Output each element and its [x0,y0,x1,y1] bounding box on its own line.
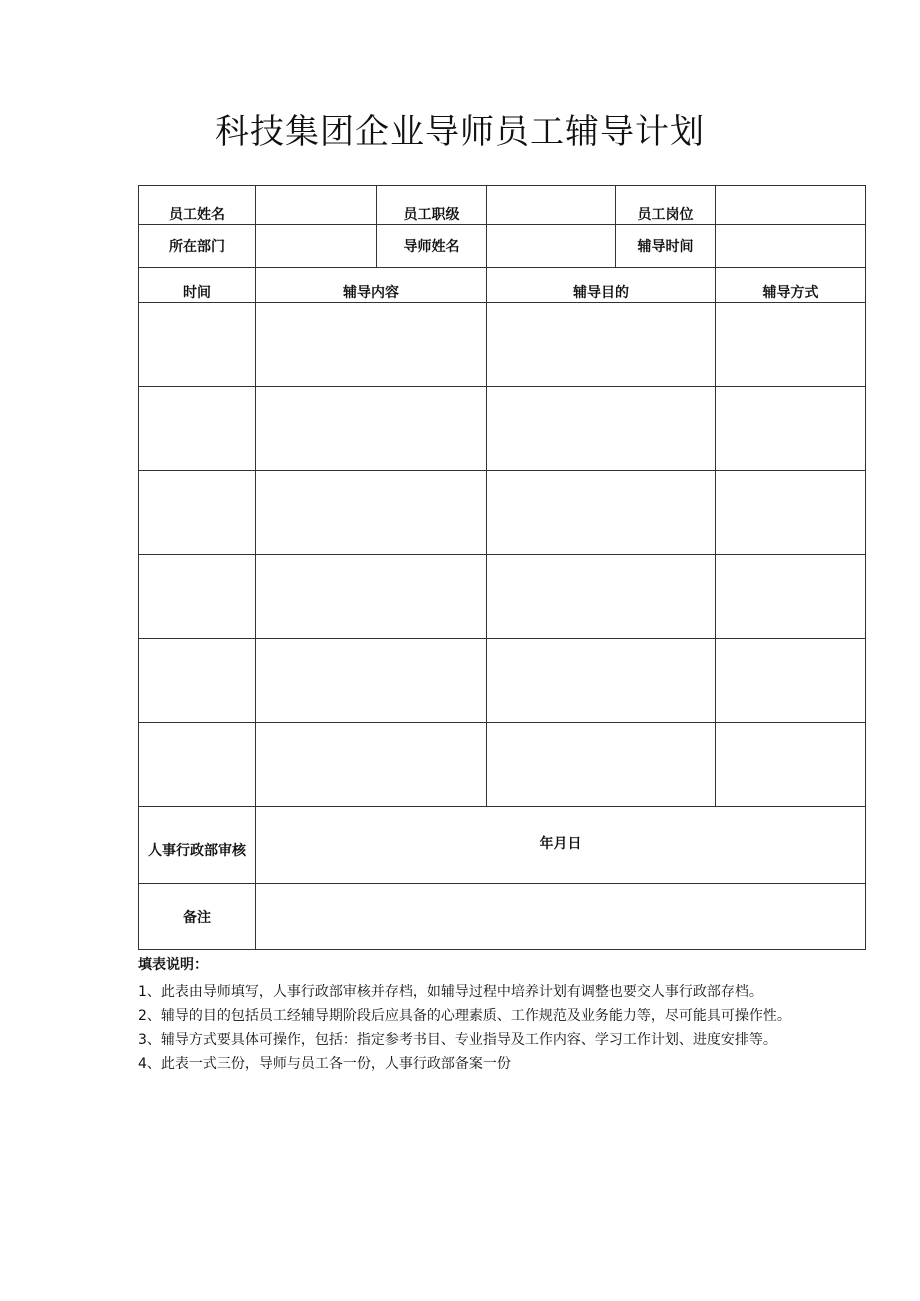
employee-name-label: 员工姓名 [139,186,256,225]
instruction-item: 2、辅导的目的包括员工经辅导期阶段后应具备的心理素质、工作规范及业务能力等，尽可能具可操作性。 [138,1008,791,1024]
plan-cell-method[interactable] [716,303,866,387]
plan-cell-time[interactable] [139,471,256,555]
plan-cell-purpose[interactable] [487,303,716,387]
instruction-item: 4、此表一式三份，导师与员工各一份，人事行政部备案一份 [138,1056,511,1072]
remarks-label: 备注 [139,884,256,950]
hr-review-date[interactable]: 年月日 [256,807,866,884]
plan-cell-content[interactable] [256,723,487,807]
mentor-name-label: 导师姓名 [377,225,487,268]
hr-review-label: 人事行政部审核 [139,807,256,884]
plan-cell-content[interactable] [256,555,487,639]
coaching-time-label: 辅导时间 [616,225,716,268]
department-field[interactable] [256,225,377,268]
plan-cell-method[interactable] [716,471,866,555]
plan-cell-purpose[interactable] [487,387,716,471]
plan-cell-method[interactable] [716,723,866,807]
plan-cell-purpose[interactable] [487,723,716,807]
instruction-item: 1、此表由导师填写，人事行政部审核并存档，如辅导过程中培养计划有调整也要交人事行政部存档。 [138,984,763,1000]
plan-cell-time[interactable] [139,387,256,471]
instructions-heading: 填表说明： [138,957,208,973]
employee-rank-field[interactable] [487,186,616,225]
plan-header-method: 辅导方式 [716,268,866,303]
filling-instructions [138,954,878,1076]
mentor-name-field[interactable] [487,225,616,268]
table-row [139,303,866,387]
instruction-item: 3、辅导方式要具体可操作，包括：指定参考书目、专业指导及工作内容、学习工作计划、进度安排等。 [138,1032,777,1048]
plan-cell-method[interactable] [716,387,866,471]
plan-cell-content[interactable] [256,471,487,555]
plan-cell-time[interactable] [139,555,256,639]
plan-cell-purpose[interactable] [487,555,716,639]
table-row [139,471,866,555]
plan-cell-method[interactable] [716,555,866,639]
coaching-time-field[interactable] [716,225,866,268]
plan-cell-content[interactable] [256,387,487,471]
employee-position-field[interactable] [716,186,866,225]
plan-cell-purpose[interactable] [487,471,716,555]
remarks-field[interactable] [256,884,866,950]
plan-header-purpose: 辅导目的 [487,268,716,303]
coaching-plan-form [138,185,866,950]
table-row [139,723,866,807]
page-title: 科技集团企业导师员工辅导计划 [215,112,705,152]
employee-rank-label: 员工职级 [377,186,487,225]
employee-position-label: 员工岗位 [616,186,716,225]
table-row [139,555,866,639]
plan-header-time: 时间 [139,268,256,303]
plan-cell-purpose[interactable] [487,639,716,723]
plan-cell-time[interactable] [139,303,256,387]
plan-cell-content[interactable] [256,303,487,387]
plan-cell-method[interactable] [716,639,866,723]
plan-cell-time[interactable] [139,723,256,807]
department-label: 所在部门 [139,225,256,268]
table-row [139,387,866,471]
plan-header-content: 辅导内容 [256,268,487,303]
plan-cell-time[interactable] [139,639,256,723]
employee-name-field[interactable] [256,186,377,225]
table-row [139,639,866,723]
plan-cell-content[interactable] [256,639,487,723]
